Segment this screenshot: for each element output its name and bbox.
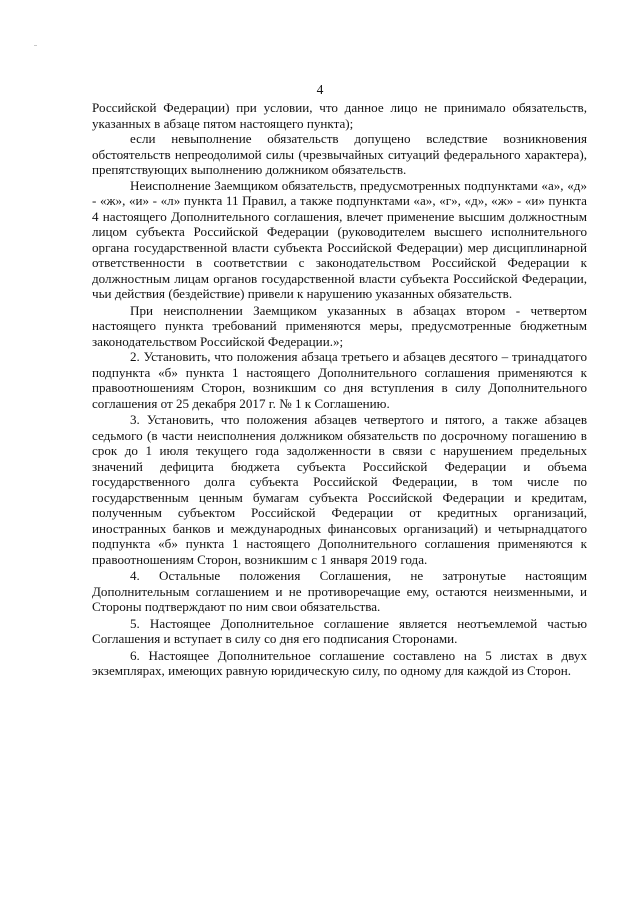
paragraph-budget-measures: При неисполнении Заемщиком указанных в абзацах втором - четвертом настоящего пункта требований применяются меры, предусмотренные бюджетным законодательством Российской Федерации.»; <box>92 302 587 349</box>
paragraph-item-5: 5. Настоящее Дополнительное соглашение является неотъемлемой частью Соглашения и вступает в силу со дня его подписания Сторонами. <box>92 615 587 646</box>
scan-artifact <box>34 45 37 46</box>
paragraph-continuation: Российской Федерации) при условии, что данное лицо не принимало обязательств, указанных в абзаце пятом настоящего пункта); <box>92 100 587 131</box>
document-body <box>92 100 587 679</box>
paragraph-item-6: 6. Настоящее Дополнительное соглашение составлено на 5 листах в двух экземплярах, имеющих равную юридическую силу, по одному для каждой из Сторон. <box>92 647 587 678</box>
paragraph-disciplinary-liability: Неисполнение Заемщиком обязательств, предусмотренных подпунктами «а», «д» - «ж», «и» - «л» пункта 11 Правил, а также подпунктами «а», «г», «д», «ж» - «и» пункта 4 настоящего Дополнительного соглашения, влечет применение высшим должностным лицом субъекта Российской Федерации (руководителем высшего исполнительного органа государственной власти субъекта Российской Федерации) мер дисциплинарной ответственности в соответствии с законодательством Российской Федерации к должностным лицам органов государственной власти субъекта Российской Федерации, чьи действия (бездействие) привели к нарушению указанных обязательств. <box>92 177 587 301</box>
paragraph-item-4: 4. Остальные положения Соглашения, не затронутые настоящим Дополнительным соглашением и не противоречащие ему, остаются неизменными, и Стороны подтверждают по ним свои обязательства. <box>92 568 587 614</box>
paragraph-item-2: 2. Установить, что положения абзаца третьего и абзацев десятого – тринадцатого подпункта «б» пункта 1 настоящего Дополнительного соглашения применяются к правоотношениям Сторон, возникшим со дня вступления в силу Дополнительного соглашения от 25 декабря 2017 г. № 1 к Соглашению. <box>92 349 587 411</box>
paragraph-item-3: 3. Установить, что положения абзацев четвертого и пятого, а также абзацев седьмого (в части неисполнения должником обязательств по досрочному погашению в срок до 1 июля текущего года задолженности в связи с нарушением предельных значений дефицита бюджета субъекта Российской Федерации и объема государственного долга субъекта Российской Федерации, в том числе по государственным ценным бумагам субъекта Российской Федерации и кредитам, полученным субъектом Российской Федерации от кредитных организаций, иностранных банков и международных финансовых организаций) и четырнадцатого подпункта «б» пункта 1 настоящего Дополнительного соглашения применяются к правоотношениям Сторон, возникшим с 1 января 2019 года. <box>92 412 587 567</box>
paragraph-force-majeure: если невыполнение обязательств допущено вследствие возникновения обстоятельств непреодолимой силы (чрезвычайных ситуаций федерального характера), препятствующих выполнению должником обязательств. <box>92 131 587 177</box>
page-number: 4 <box>316 82 324 97</box>
